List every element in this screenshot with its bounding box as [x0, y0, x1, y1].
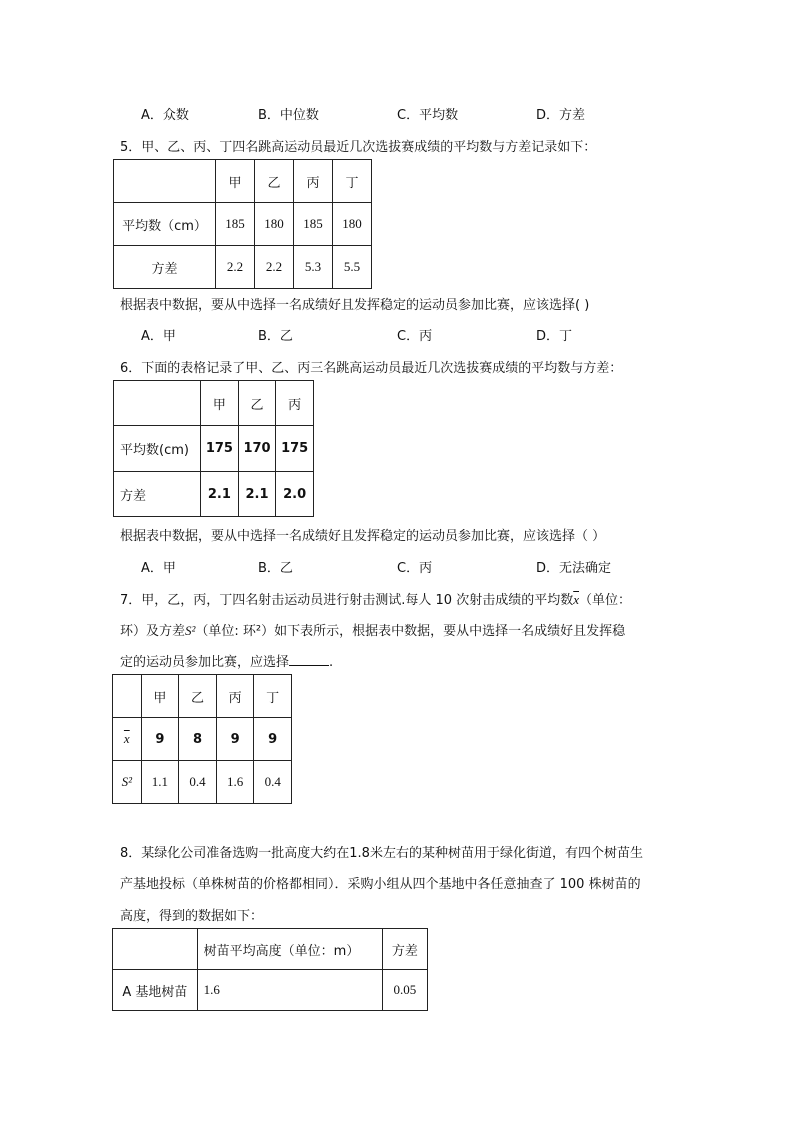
q6-cell: 175 [201, 426, 239, 472]
q5-header-ding: 丁 [333, 160, 372, 203]
q7-line-3 [120, 651, 333, 670]
q7-row-label-variance: S² [113, 761, 142, 804]
q8-header-corner [113, 929, 198, 970]
q6-cell: 175 [276, 426, 314, 472]
q8-line-1: 8．某绿化公司准备选购一批高度大约在1.8米左右的某种树苗用于绿化街道，有四个树苗生 [120, 846, 643, 861]
q7-header-bing: 丙 [216, 675, 254, 718]
q5-cell: 180 [333, 203, 372, 246]
q5-cell: 180 [255, 203, 294, 246]
q7-line1-text: 7．甲，乙，丙，丁四名射击运动员进行射击测试.每人 10 次射击成绩的平均数 [120, 593, 574, 608]
q7-line-1 [120, 589, 631, 608]
q5-option-b: B．乙 [258, 329, 293, 344]
q5-option-c: C．丙 [397, 329, 433, 344]
q7-cell: 0.4 [254, 761, 292, 804]
q6-option-b: B．乙 [258, 561, 293, 576]
q4-option-d: D．方差 [536, 108, 586, 123]
q8-header-variance: 方差 [382, 929, 427, 970]
q5-table [113, 159, 372, 289]
q5-header-bing: 丙 [294, 160, 333, 203]
q5-row-label: 方差 [114, 246, 216, 289]
q8-table [112, 928, 428, 1011]
q7-cell: 8 [179, 718, 217, 761]
q6-cell: 2.1 [201, 472, 239, 517]
q5-cell: 2.2 [216, 246, 255, 289]
q7-header-corner [113, 675, 142, 718]
q8-cell: 0.05 [382, 970, 427, 1011]
q8-cell: 1.6 [197, 970, 382, 1011]
q7-cell: 9 [216, 718, 254, 761]
q6-row-label: 平均数(cm) [114, 426, 201, 472]
s2-symbol: S² [185, 623, 196, 638]
q6-cell: 170 [238, 426, 276, 472]
q5-cell: 5.5 [333, 246, 372, 289]
q5-header-jia: 甲 [216, 160, 255, 203]
q8-line-2: 产基地投标（单株树苗的价格都相同）．采购小组从四个基地中各任意抽查了 100 株树苗的 [120, 877, 641, 892]
q6-header-corner [114, 381, 201, 426]
q7-line3-text: 定的运动员参加比赛，应选择 [120, 655, 290, 670]
q4-options [0, 104, 794, 124]
q6-option-d: D．无法确定 [536, 561, 612, 576]
q7-table [112, 674, 292, 804]
q5-cell: 185 [216, 203, 255, 246]
q7-header-yi: 乙 [179, 675, 217, 718]
q6-header-jia: 甲 [201, 381, 239, 426]
q4-option-c: C．平均数 [397, 108, 459, 123]
q7-line-2 [120, 620, 625, 639]
q8-header-height: 树苗平均高度（单位：m） [197, 929, 382, 970]
q5-row-label: 平均数（cm） [114, 203, 216, 246]
q7-header-ding: 丁 [254, 675, 292, 718]
x-bar-symbol: $\overline{x}$ [573, 592, 579, 607]
q5-stem: 5．甲、乙、丙、丁四名跳高运动员最近几次选拔赛成绩的平均数与方差记录如下： [120, 140, 597, 155]
q7-line3-end: . [329, 655, 334, 670]
q6-options [0, 557, 794, 577]
q6-table [113, 380, 314, 517]
q6-header-yi: 乙 [238, 381, 276, 426]
q5-cell: 2.2 [255, 246, 294, 289]
q7-line1-unit: （单位： [579, 593, 632, 608]
q5-prompt: 根据表中数据，要从中选择一名成绩好且发挥稳定的运动员参加比赛，应该选择( ) [120, 298, 590, 313]
q7-line2-text: 环）及方差 [120, 624, 186, 639]
q8-line-3: 高度，得到的数据如下： [120, 909, 264, 924]
q6-cell: 2.0 [276, 472, 314, 517]
q6-option-a: A．甲 [141, 561, 176, 576]
q6-option-c: C．丙 [397, 561, 433, 576]
q7-cell: 9 [141, 718, 179, 761]
q5-option-a: A．甲 [141, 329, 176, 344]
q6-prompt: 根据表中数据，要从中选择一名成绩好且发挥稳定的运动员参加比赛，应该选择（ ） [120, 529, 606, 544]
q6-cell: 2.1 [238, 472, 276, 517]
q7-cell: 1.6 [216, 761, 254, 804]
q6-header-bing: 丙 [276, 381, 314, 426]
q6-row-label: 方差 [114, 472, 201, 517]
q7-cell: 9 [254, 718, 292, 761]
q5-cell: 185 [294, 203, 333, 246]
q5-options [0, 325, 794, 345]
answer-blank [289, 653, 329, 666]
q5-header-corner [114, 160, 216, 203]
q5-cell: 5.3 [294, 246, 333, 289]
q4-option-b: B．中位数 [258, 108, 319, 123]
q5-header-yi: 乙 [255, 160, 294, 203]
q6-stem: 6．下面的表格记录了甲、乙、丙三名跳高运动员最近几次选拔赛成绩的平均数与方差： [120, 361, 623, 376]
q7-line2-rest: （单位: 环²）如下表所示，根据表中数据，要从中选择一名成绩好且发挥稳 [195, 624, 626, 639]
q7-cell: 0.4 [179, 761, 217, 804]
q7-row-label-mean: $\overline{x}$ [113, 718, 142, 761]
q7-header-jia: 甲 [141, 675, 179, 718]
q8-row-label: A 基地树苗 [113, 970, 198, 1011]
q5-option-d: D．丁 [536, 329, 573, 344]
q4-option-a: A．众数 [141, 108, 189, 123]
q7-cell: 1.1 [141, 761, 179, 804]
